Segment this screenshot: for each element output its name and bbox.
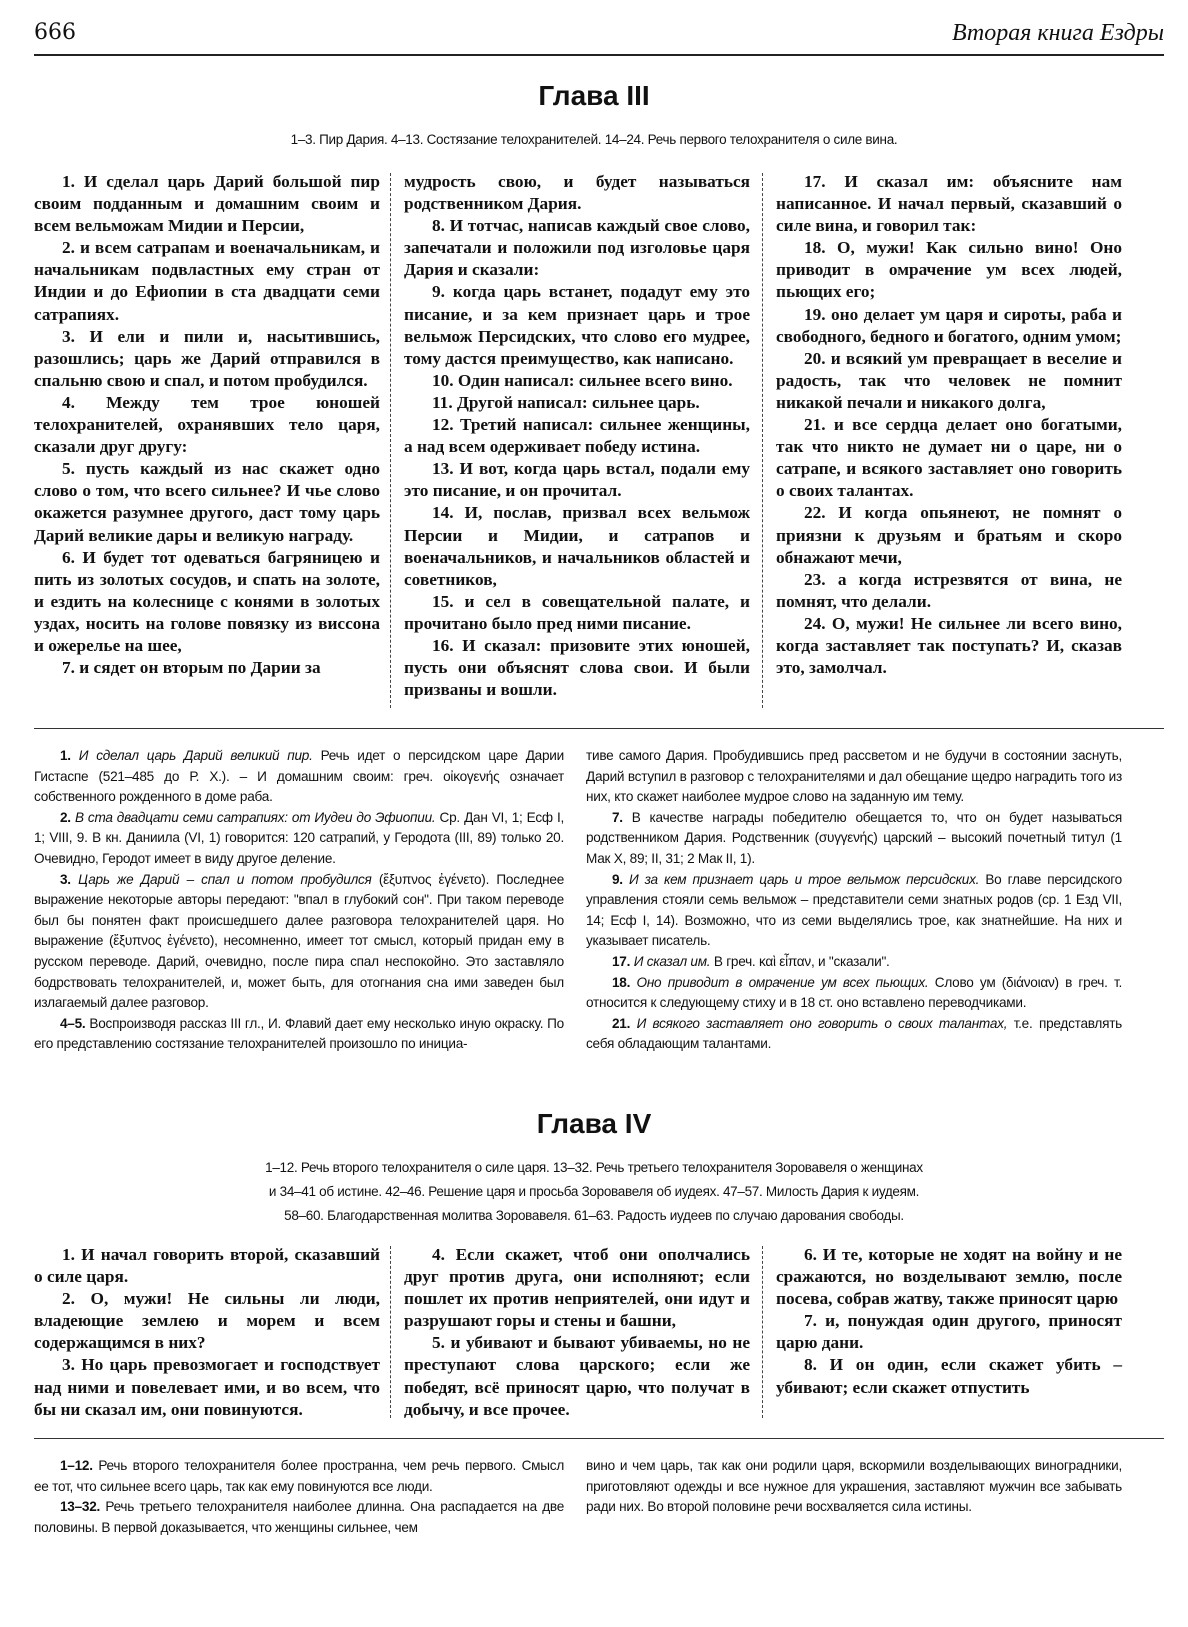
commentary-note: 7. В качестве награды победителю обещается то, что он будет называться родственником Дария. Родственник (συγγενής) царский – высокий почетный титул (1 Мак X, 89; II, 31; 2 Мак II, 1). — [586, 809, 1123, 866]
verse: 3. И ели и пили и, насытившись, разошлись; царь же Дарий отправился в спальню свою и спал, и потом пробудился. — [34, 326, 380, 390]
verse: 12. Третий написал: сильнее женщины, а над всем одерживает победу истина. — [404, 415, 750, 457]
verse: 9. когда царь встанет, подадут ему это писание, и за кем признает царь и трое вельмож Персидских, что слово его мудрее, тому дастся преимущество, как написано. — [404, 282, 750, 368]
verse: 8. И он один, если скажет убить – убивают; если скажет отпустить — [776, 1355, 1122, 1397]
column-divider — [390, 1246, 392, 1418]
verse: 13. И вот, когда царь встал, подали ему это писание, и он прочитал. — [404, 459, 750, 501]
verse: 5. пусть каждый из нас скажет одно слово о том, что всего сильнее? И чье слово окажется разумнее другого, даст тому царь Дарий великие дары и великую награду. — [34, 459, 380, 545]
chapter-4-summary-line: и 34–41 об истине. 42–46. Решение царя и просьба Зоровавеля об иудеях. 47–57. Милость Дария к иудеям. — [268, 1184, 920, 1199]
commentary-note: 21. И всякого заставляет оно говорить о своих талантах, т.е. представлять себя обладающим талантами. — [586, 1015, 1123, 1052]
column-divider — [762, 1246, 764, 1418]
chapter-4-commentary-right — [586, 1456, 1122, 1518]
commentary-note: тиве самого Дария. Пробудившись пред рассветом и не будучи в состоянии заснуть, Дарий вступил в разговор с телохранителями и дал обещание щедро наградить того из них, кто скажет наиболее мудрое слово на заданную им тему. — [586, 748, 1122, 805]
verse: 11. Другой написал: сильнее царь. — [432, 392, 700, 412]
verse: 4. Между тем трое юношей телохранителей, охранявших тело царя, сказали друг другу: — [34, 392, 380, 457]
chapter-3-commentary-right — [586, 746, 1122, 1055]
running-title: Вторая книга Ездры — [951, 20, 1164, 46]
page-number: 666 — [34, 20, 76, 45]
commentary-note: 9. И за кем признает царь и трое вельмож персидских. Во главе персидского управления стояли семь вельмож – представители семи знатных родов (ср. 1 Езд VII, 14; Есф I, 14). Возможно, что из семи выделялись трое, как знатнейшие. На них и указывает писатель. — [586, 871, 1122, 949]
page-header — [34, 14, 1164, 56]
verse: 24. О, мужи! Не сильнее ли всего вино, когда заставляет так поступать? И, сказав это, замолчал. — [776, 613, 1122, 678]
verse: 8. И тотчас, написав каждый свое слово, запечатали и положили под изголовье царя Дария и сказали: — [404, 216, 750, 280]
verse: 2. и всем сатрапам и военачальникам, и начальникам подвластных ему стран от Индии и до Ефиопии в ста двадцати семи сатрапиях. — [34, 238, 380, 324]
verse: 3. Но царь превозмогает и господствует над ними и повелевает ими, и во всем, что бы ни сказал им, они повинуются. — [34, 1355, 380, 1419]
verse: 4. Если скажет, чтоб они ополчались друг против друга, они исполняют; если пошлет их против неприятелей, они идут и разрушают горы и стены и башни, — [404, 1245, 750, 1331]
verse: 6. И те, которые не ходят на войну и не сражаются, но возделывают землю, после посева, собрав жатву, также приносят царю — [776, 1245, 1122, 1309]
chapter-4-summary-line: 58–60. Благодарственная молитва Зоровавеля. 61–63. Радость иудеев по случаю дарования свободы. — [284, 1208, 904, 1223]
commentary-note: 17. И сказал им. В греч. καὶ εἶπαν, и "сказали". — [612, 953, 890, 969]
chapter-4-title: Глава IV — [536, 1108, 652, 1139]
footnote-rule — [34, 1438, 1164, 1439]
commentary-note: 4–5. Воспроизводя рассказ III гл., И. Флавий дает ему несколько иную окраску. По его представлению состязание телохранителей произошло по инициа- — [34, 1015, 564, 1052]
verse: 5. и убивают и бывают убиваемы, но не преступают слова царского; если же победят, всё приносят царю, что получат в добычу, и все прочее. — [404, 1333, 750, 1419]
chapter-4-column-2 — [404, 1244, 750, 1421]
chapter-3-column-2 — [404, 171, 750, 701]
verse: 16. И сказал: призовите этих юношей, пусть они объяснят слова свои. И были призваны и вошли. — [404, 635, 750, 700]
chapter-4-column-3 — [776, 1244, 1122, 1399]
chapter-3-summary: 1–3. Пир Дария. 4–13. Состязание телохранителей. 14–24. Речь первого телохранителя о силе вина. — [290, 132, 898, 147]
commentary-note: 3. Царь же Дарий – спал и потом пробудился (ἔξυπνος ἐγένετο). Последнее выражение некоторые авторы передают: "впал в глубокий сон". При таком переводе был бы понятен факт происшедшего далее разговора телохранителей царя. Но выражение (ἔξυπνος ἐγένετο), несомненно, имеет тот смысл, который придан ему в русском переводе. Дарий, очевидно, после пира спал неспокойно. Это заставляло бодрствовать телохранителей, и, может быть, для отогнания сна ими заведен был излагаемый далее разговор. — [34, 871, 565, 1011]
verse: 7. и сядет он вторым по Дарии за — [62, 658, 321, 678]
chapter-4-column-1 — [34, 1244, 380, 1421]
verse: 21. и все сердца делает оно богатыми, так что никто не думает ни о царе, ни о сатрапе, и всякого заставляет оно говорить о своих талантах. — [776, 415, 1122, 501]
verse: 2. О, мужи! Не сильны ли люди, владеющие землею и морем и всем содержащимся в них? — [34, 1289, 380, 1353]
footnote-rule — [34, 728, 1164, 729]
chapter-3-column-1 — [34, 171, 380, 679]
verse: 18. О, мужи! Как сильно вино! Оно приводит в омрачение ум всех людей, пьющих его; — [776, 238, 1122, 302]
column-divider — [762, 173, 764, 708]
chapter-3-column-3 — [776, 171, 1122, 679]
verse: 1. И сделал царь Дарий большой пир своим подданным и домашним своим и всем вельможам Мидии и Персии, — [34, 172, 380, 236]
verse: 6. И будет тот одеваться багряницею и пить из золотых сосудов, и спать на золоте, и ездить на колеснице с конями в золотых уздах, носить на голове повязку из виссона и ожерелье на шее, — [34, 547, 380, 655]
verse: 7. и, понуждая один другого, приносят царю дани. — [776, 1311, 1122, 1353]
verse: 19. оно делает ум царя и сироты, раба и свободного, бедного и богатого, одним умом; — [776, 304, 1122, 346]
verse: мудрость свою, и будет называться родственником Дария. — [404, 172, 750, 214]
chapter-3-title: Глава III — [538, 80, 650, 111]
verse: 20. и всякий ум превращает в веселие и радость, так что человек не помнит никакой печали и никакого долга, — [776, 348, 1122, 412]
verse: 15. и сел в совещательной палате, и прочитано было пред ними писание. — [404, 591, 750, 633]
column-divider — [390, 173, 392, 708]
commentary-note: 1. И сделал царь Дарий великий пир. Речь идет о персидском царе Дарии Гистаспе (521–485 до Р. Х.). – И домашним своим: греч. οἰκογενής означает собственного рожденного в доме раба. — [34, 748, 564, 805]
verse: 22. И когда опьянеют, не помнят о приязни к друзьям и братьям и скоро обнажают мечи, — [776, 503, 1122, 567]
verse: 23. а когда истрезвятся от вина, не помнят, что делали. — [776, 569, 1122, 611]
commentary-note: 2. В ста двадцати семи сатрапиях: от Иудеи до Эфиопии. Ср. Дан VI, 1; Есф I, 1; VIII, 9. В кн. Даниила (VI, 1) говорится: 120 сатрапий, у Геродота (III, 89) только 20. Очевидно, Геродот имеет в виду другое деление. — [34, 809, 564, 866]
commentary-note: 13–32. Речь третьего телохранителя наиболее длинна. Она распадается на две половины. В первой доказывается, что женщины сильнее, чем — [34, 1499, 565, 1535]
chapter-4-commentary-left — [34, 1456, 564, 1538]
commentary-note: 1–12. Речь второго телохранителя более пространна, чем речь первого. Смысл ее тот, что сильнее всего царь, так как ему повинуются все люди. — [34, 1458, 564, 1494]
verse: 1. И начал говорить второй, сказавший о силе царя. — [34, 1245, 380, 1287]
verse: 10. Один написал: сильнее всего вино. — [432, 370, 733, 390]
verse: 17. И сказал им: объясните нам написанное. И начал первый, сказавший о силе вина, и говорил так: — [776, 172, 1122, 236]
commentary-note: вино и чем царь, так как они родили царя, вскормили возделывающих виноградники, приготовляют одежды и все нужное для украшения, заставляют мужчин все забывать ради них. Во второй половине речи восхваляется сила истины. — [586, 1458, 1122, 1515]
chapter-4-summary-line: 1–12. Речь второго телохранителя о силе царя. 13–32. Речь третьего телохранителя Зоровавеля о женщинах — [265, 1160, 923, 1175]
verse: 14. И, послав, призвал всех вельмож Персии и Мидии, и сатрапов и военачальников, и начальников областей и советников, — [404, 503, 750, 589]
chapter-3-commentary-left — [34, 746, 564, 1055]
commentary-note: 18. Оно приводит в омрачение ум всех пьющих. Слово ум (διάνοιαν) в греч. т. относится к следующему стиху и в 18 ст. оно вставлено переводчиками. — [586, 974, 1123, 1011]
